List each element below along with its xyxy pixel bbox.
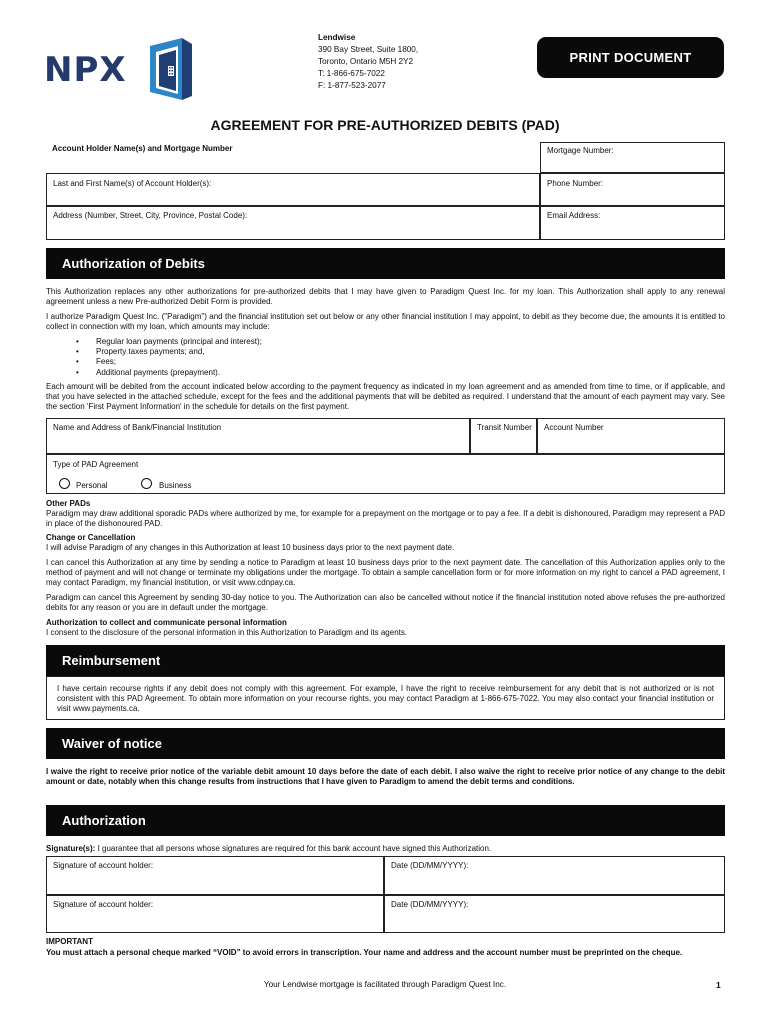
address-field[interactable] — [46, 206, 540, 240]
company-name: Lendwise — [318, 33, 356, 42]
important-text: You must attach a personal cheque marked “VOID” to avoid errors in transcription. Your name and address and the account number must be preprinted on the cheque. — [46, 948, 683, 957]
paradigm-cancel-text: Paradigm can cancel this Agreement by sending 30-day notice to you. The Authorization can also be cancelled without notice if the financial institution noted above refuses the pre-authorized debits for any reason or you are in default under the mortgage. — [46, 593, 725, 613]
email-field[interactable] — [540, 206, 725, 240]
transit-number-field[interactable] — [470, 418, 537, 454]
phone-line: T: 1-866-675-7022 — [318, 69, 385, 78]
phone-number-field[interactable] — [540, 173, 725, 206]
other-pads-heading: Other PADs — [46, 499, 91, 508]
address-line-2: Toronto, Ontario M5H 2Y2 — [318, 57, 414, 66]
other-pads-text: Paradigm may draw additional sporadic PADs where authorized by me, for example for a prepayment on the mortgage or to pay a fee. If a debit is dishonoured, Paradigm may represent a PAD in place of the dishonoured PAD. — [46, 509, 725, 529]
fax-line: F: 1-877-523-2077 — [318, 81, 386, 90]
account-label: Account Number — [544, 423, 604, 432]
bank-label: Name and Address of Bank/Financial Institution — [53, 423, 222, 432]
collect-info-text: I consent to the disclosure of the personal information in this Authorization to Paradigm and its agents. — [46, 628, 408, 637]
signatures-label: Signature(s): — [46, 844, 96, 853]
list-item: • Additional payments (prepayment). — [76, 368, 476, 378]
change-notice-text: I will advise Paradigm of any changes in this Authorization at least 10 business days prior to the next payment date. — [46, 543, 455, 552]
signature-label-1: Signature of account holder: — [53, 861, 154, 870]
business-label: Business — [159, 481, 192, 490]
account-number-field[interactable] — [537, 418, 725, 454]
phone-label: Phone Number: — [547, 179, 604, 188]
npx-logo — [44, 36, 194, 102]
mortgage-number-label: Mortgage Number: — [547, 146, 614, 155]
date-field-2[interactable] — [384, 895, 725, 933]
reimbursement-text: I have certain recourse rights if any debit does not comply with this agreement. For example, I have the right to receive reimbursement for any debit that is not authorized or is not consistent with this PAD Agreement. To obtain more information on your recourse rights, you may contact Paradigm at 1-866-675-7022. You may also contact your financial institution or visit www.payments.ca. — [57, 684, 714, 714]
account-holder-name-field[interactable] — [46, 173, 540, 206]
signatures-text: I guarantee that all persons whose signatures are required for this bank account have signed this Authorization. — [95, 844, 492, 853]
date-field-1[interactable] — [384, 856, 725, 895]
debit-frequency-paragraph: Each amount will be debited from the account indicated below according to the payment frequency as indicated in my loan agreement and as amended from time to time, or if applicable, and that you have selected in the attached schedule, except for the fees and the additional payments that will be debited as required. I understand that the amount of each payment may vary. See the section 'First Payment Information' in the schedule for details on the first payment. — [46, 382, 725, 412]
signature-field-1[interactable] — [46, 856, 384, 895]
address-label: Address (Number, Street, City, Province, Postal Code): — [53, 211, 248, 220]
cancel-text: I can cancel this Authorization at any time by sending a notice to Paradigm at least 10 business days prior to the next payment date. The cancellation of this Authorization applies only to the method of payment and will not change or terminate my obligations under the mortgage. To obtain a sample cancellation form or for more information on my right to cancel a PAD agreement, I may contact Paradigm, my financial institution, or visit www.cdnpay.ca. — [46, 558, 725, 588]
page-number: 1 — [716, 980, 721, 990]
collect-info-heading: Authorization to collect and communicate personal information — [46, 618, 287, 627]
list-item: • Regular loan payments (principal and interest); — [76, 337, 476, 347]
account-heading-cell — [46, 139, 546, 171]
date-label-1: Date (DD/MM/YYYY): — [391, 861, 469, 870]
footer-text: Your Lendwise mortgage is facilitated through Paradigm Quest Inc. — [263, 980, 507, 989]
names-label: Last and First Name(s) of Account Holder(s): — [53, 179, 212, 188]
business-radio[interactable] — [141, 478, 152, 489]
signature-field-2[interactable] — [46, 895, 384, 933]
address-line-1: 390 Bay Street, Suite 1800, — [318, 45, 419, 54]
signature-label-2: Signature of account holder: — [53, 900, 154, 909]
personal-radio[interactable] — [59, 478, 70, 489]
pad-type-label: Type of PAD Agreement — [53, 460, 139, 469]
list-item: • Property taxes payments; and, — [76, 347, 476, 357]
authorization-of-debits-header: Authorization of Debits — [46, 248, 725, 279]
reimbursement-box — [46, 676, 725, 720]
debit-types-list — [76, 337, 476, 378]
reimbursement-header: Reimbursement — [46, 645, 725, 676]
signatures-statement — [46, 844, 725, 854]
bank-name-field[interactable] — [46, 418, 470, 454]
mortgage-number-field[interactable] — [540, 142, 725, 173]
authorization-header: Authorization — [46, 805, 725, 836]
logo-text: NPX — [44, 50, 127, 90]
waiver-header: Waiver of notice — [46, 728, 725, 759]
authorize-paragraph: I authorize Paradigm Quest Inc. ("Paradigm") and the financial institution set out below or any other financial institution I may appoint, to debit as they become due, the amounts it is entitled to collect in connection with my loan, which amounts may include: — [46, 312, 725, 332]
replaces-paragraph: This Authorization replaces any other authorizations for pre-authorized debits that I may have given to Paradigm Quest Inc. for my loan. This Authorization shall apply to any renewal agreement unless a new Pre-authorized Debit Form is provided. — [46, 287, 725, 307]
print-document-button[interactable]: PRINT DOCUMENT — [537, 37, 724, 78]
account-heading: Account Holder Name(s) and Mortgage Number — [52, 144, 233, 153]
personal-label: Personal — [76, 481, 108, 490]
waiver-text: I waive the right to receive prior notice of the variable debit amount 10 days before the date of each debit. I also waive the right to receive prior notice of any change to the debit amount or date, notably when this change results from instructions that I have given to Paradigm to amend the debit terms and conditions. — [46, 767, 725, 787]
date-label-2: Date (DD/MM/YYYY): — [391, 900, 469, 909]
door-icon — [142, 36, 194, 102]
list-item: • Fees; — [76, 357, 476, 367]
important-heading: IMPORTANT — [46, 937, 93, 946]
transit-label: Transit Number — [477, 423, 532, 432]
company-address — [318, 32, 418, 92]
change-cancellation-heading: Change or Cancellation — [46, 533, 136, 542]
document-title: AGREEMENT FOR PRE-AUTHORIZED DEBITS (PAD) — [210, 117, 560, 133]
email-label: Email Address: — [547, 211, 601, 220]
